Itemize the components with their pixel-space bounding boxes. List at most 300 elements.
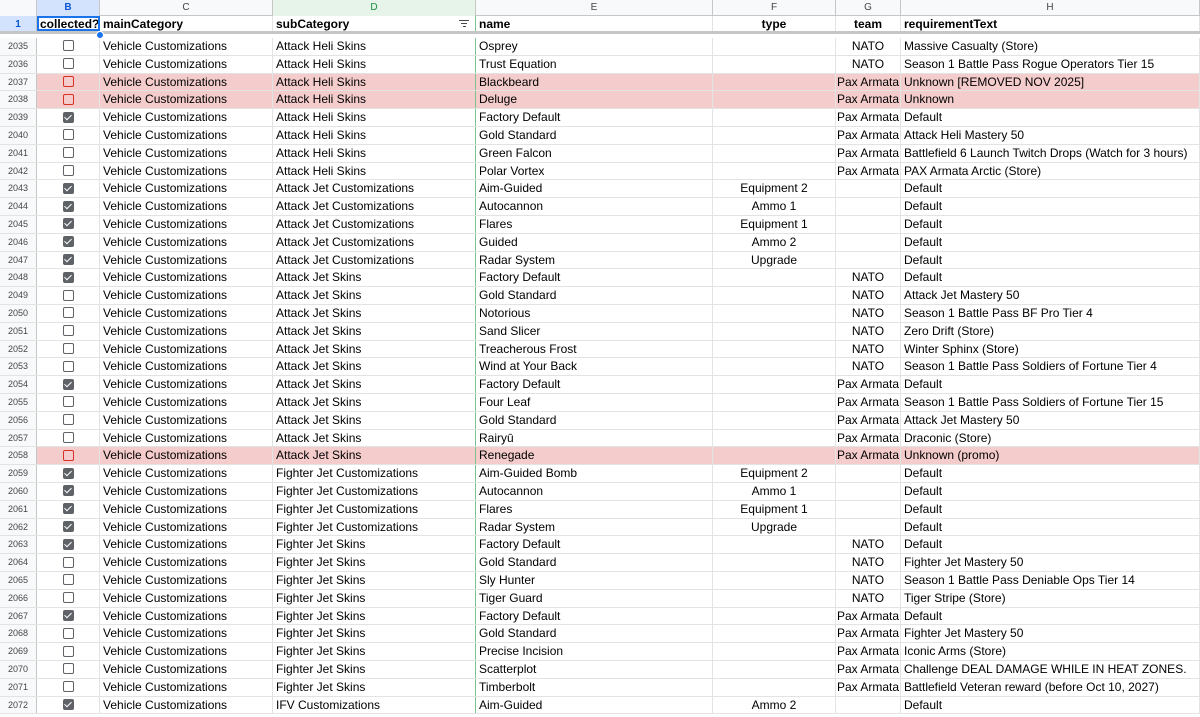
cell-sub-category[interactable]: Attack Jet Skins — [273, 269, 476, 286]
cell-team[interactable]: Pax Armata — [836, 679, 900, 694]
cell-type[interactable] — [713, 145, 836, 162]
cell-team[interactable]: NATO — [836, 56, 901, 73]
cell-type[interactable] — [713, 305, 836, 322]
cell-requirement-text[interactable]: Attack Heli Mastery 50 — [901, 127, 1200, 144]
row-number[interactable]: 2071 — [0, 679, 37, 696]
cell-name[interactable]: Sand Slicer — [476, 323, 713, 340]
row-number[interactable]: 2063 — [0, 536, 37, 553]
cell-type[interactable]: Equipment 2 — [713, 465, 836, 482]
collected-checkbox[interactable] — [63, 646, 74, 657]
cell-team[interactable]: Pax Armata — [836, 644, 900, 659]
row-number[interactable]: 2054 — [0, 376, 37, 393]
cell-team[interactable] — [836, 519, 901, 536]
cell-sub-category[interactable]: Attack Jet Skins — [273, 447, 476, 464]
cell-requirement-text[interactable]: Default — [901, 376, 1200, 393]
cell-sub-category[interactable]: Attack Heli Skins — [273, 74, 476, 91]
cell-main-category[interactable]: Vehicle Customizations — [100, 91, 273, 108]
header-team[interactable]: team — [836, 16, 901, 31]
collected-checkbox[interactable] — [63, 450, 74, 461]
collected-checkbox[interactable] — [63, 58, 74, 69]
collected-checkbox[interactable] — [63, 272, 74, 283]
cell-main-category[interactable]: Vehicle Customizations — [100, 109, 273, 126]
cell-team[interactable] — [836, 697, 901, 714]
cell-main-category[interactable]: Vehicle Customizations — [100, 661, 273, 678]
cell-requirement-text[interactable]: Default — [901, 109, 1200, 126]
cell-name[interactable]: Aim-Guided — [476, 180, 713, 197]
cell-main-category[interactable]: Vehicle Customizations — [100, 412, 273, 429]
collected-checkbox[interactable] — [63, 592, 74, 603]
cell-name[interactable]: Treacherous Frost — [476, 341, 713, 358]
cell-type[interactable] — [713, 38, 836, 55]
cell-main-category[interactable]: Vehicle Customizations — [100, 323, 273, 340]
cell-requirement-text[interactable]: Default — [901, 198, 1200, 215]
cell-team[interactable]: NATO — [836, 38, 901, 55]
cell-main-category[interactable]: Vehicle Customizations — [100, 74, 273, 91]
row-number[interactable]: 2050 — [0, 305, 37, 322]
cell-name[interactable]: Flares — [476, 501, 713, 518]
cell-type[interactable] — [713, 163, 836, 180]
cell-type[interactable]: Equipment 2 — [713, 180, 836, 197]
collected-checkbox[interactable] — [63, 129, 74, 140]
cell-name[interactable]: Guided — [476, 234, 713, 251]
cell-type[interactable] — [713, 341, 836, 358]
cell-sub-category[interactable]: Fighter Jet Customizations — [273, 483, 476, 500]
cell-requirement-text[interactable]: Season 1 Battle Pass Deniable Ops Tier 14 — [901, 572, 1200, 589]
cell-type[interactable]: Equipment 1 — [713, 216, 836, 233]
row-number[interactable]: 2048 — [0, 269, 37, 286]
cell-team[interactable]: Pax Armata — [836, 128, 900, 142]
row-number[interactable]: 2069 — [0, 643, 37, 660]
row-number[interactable]: 2041 — [0, 145, 37, 162]
cell-name[interactable]: Renegade — [476, 447, 713, 464]
row-number[interactable]: 2064 — [0, 554, 37, 571]
collected-checkbox[interactable] — [63, 343, 74, 354]
cell-requirement-text[interactable]: Attack Jet Mastery 50 — [901, 287, 1200, 304]
row-number[interactable]: 2044 — [0, 198, 37, 215]
cell-requirement-text[interactable]: Season 1 Battle Pass Soldiers of Fortune Tier 15 — [901, 394, 1200, 411]
cell-requirement-text[interactable]: Default — [901, 536, 1200, 553]
cell-team[interactable]: NATO — [836, 572, 901, 589]
cell-main-category[interactable]: Vehicle Customizations — [100, 572, 273, 589]
cell-requirement-text[interactable]: Default — [901, 697, 1200, 714]
cell-team[interactable]: NATO — [836, 305, 901, 322]
cell-main-category[interactable]: Vehicle Customizations — [100, 252, 273, 269]
cell-sub-category[interactable]: Attack Jet Skins — [273, 287, 476, 304]
cell-sub-category[interactable]: IFV Customizations — [273, 697, 476, 714]
cell-requirement-text[interactable]: Fighter Jet Mastery 50 — [901, 554, 1200, 571]
cell-type[interactable] — [713, 643, 836, 660]
cell-main-category[interactable]: Vehicle Customizations — [100, 483, 273, 500]
collected-checkbox[interactable] — [63, 414, 74, 425]
cell-sub-category[interactable]: Attack Heli Skins — [273, 127, 476, 144]
row-number[interactable]: 2068 — [0, 625, 37, 642]
cell-sub-category[interactable]: Fighter Jet Skins — [273, 536, 476, 553]
cell-requirement-text[interactable]: Fighter Jet Mastery 50 — [901, 625, 1200, 642]
collected-checkbox[interactable] — [63, 307, 74, 318]
cell-requirement-text[interactable]: Season 1 Battle Pass BF Pro Tier 4 — [901, 305, 1200, 322]
cell-requirement-text[interactable]: Default — [901, 180, 1200, 197]
cell-team[interactable]: Pax Armata — [836, 430, 900, 445]
row-number[interactable]: 2045 — [0, 216, 37, 233]
cell-team[interactable]: NATO — [836, 358, 901, 375]
select-all-corner[interactable] — [0, 0, 37, 16]
cell-requirement-text[interactable]: Default — [901, 216, 1200, 233]
cell-team[interactable] — [836, 180, 901, 197]
row-number[interactable]: 2042 — [0, 163, 37, 180]
cell-team[interactable]: Pax Armata — [836, 110, 900, 125]
cell-requirement-text[interactable]: Battlefield Veteran reward (before Oct 10, 2027) — [901, 679, 1200, 696]
row-number[interactable]: 2052 — [0, 341, 37, 358]
cell-requirement-text[interactable]: Battlefield 6 Launch Twitch Drops (Watch for 3 hours) — [901, 145, 1200, 162]
cell-name[interactable]: Factory Default — [476, 376, 713, 393]
cell-name[interactable]: Aim-Guided Bomb — [476, 465, 713, 482]
cell-team[interactable] — [836, 252, 901, 269]
cell-requirement-text[interactable]: Season 1 Battle Pass Soldiers of Fortune Tier 4 — [901, 358, 1200, 375]
collected-checkbox[interactable] — [63, 147, 74, 158]
cell-sub-category[interactable]: Attack Jet Customizations — [273, 180, 476, 197]
cell-team[interactable]: Pax Armata — [836, 377, 900, 392]
collected-checkbox[interactable] — [63, 218, 74, 229]
cell-name[interactable]: Scatterplot — [476, 661, 713, 678]
cell-sub-category[interactable]: Attack Heli Skins — [273, 38, 476, 55]
cell-requirement-text[interactable]: Season 1 Battle Pass Rogue Operators Tier 15 — [901, 56, 1200, 73]
row-number[interactable]: 2065 — [0, 572, 37, 589]
row-number[interactable]: 2036 — [0, 56, 37, 73]
cell-type[interactable] — [713, 127, 836, 144]
cell-requirement-text[interactable]: Default — [901, 234, 1200, 251]
cell-team[interactable]: NATO — [836, 269, 901, 286]
cell-name[interactable]: Trust Equation — [476, 56, 713, 73]
cell-sub-category[interactable]: Attack Jet Skins — [273, 341, 476, 358]
header-sub-category[interactable] — [273, 16, 476, 31]
cell-type[interactable] — [713, 430, 836, 447]
cell-type[interactable] — [713, 572, 836, 589]
collected-checkbox[interactable] — [63, 112, 74, 123]
cell-name[interactable]: Deluge — [476, 91, 713, 108]
cell-team[interactable]: NATO — [836, 341, 901, 358]
cell-type[interactable]: Upgrade — [713, 519, 836, 536]
cell-sub-category[interactable]: Attack Jet Skins — [273, 430, 476, 447]
cell-team[interactable]: Pax Armata — [836, 163, 900, 178]
cell-type[interactable] — [713, 590, 836, 607]
cell-sub-category[interactable]: Attack Jet Customizations — [273, 252, 476, 269]
cell-name[interactable]: Gold Standard — [476, 625, 713, 642]
cell-sub-category[interactable]: Attack Jet Customizations — [273, 216, 476, 233]
cell-team[interactable]: NATO — [836, 323, 901, 340]
row-number[interactable]: 2049 — [0, 287, 37, 304]
collected-checkbox[interactable] — [63, 557, 74, 568]
collected-checkbox[interactable] — [63, 485, 74, 496]
cell-type[interactable]: Ammo 1 — [713, 198, 836, 215]
cell-type[interactable]: Ammo 2 — [713, 234, 836, 251]
cell-type[interactable] — [713, 287, 836, 304]
cell-requirement-text[interactable]: Challenge DEAL DAMAGE WHILE IN HEAT ZONES. — [901, 661, 1200, 678]
cell-main-category[interactable]: Vehicle Customizations — [100, 679, 273, 696]
row-number[interactable]: 2061 — [0, 501, 37, 518]
column-header-c[interactable]: C — [100, 0, 273, 16]
cell-main-category[interactable]: Vehicle Customizations — [100, 394, 273, 411]
cell-type[interactable]: Ammo 1 — [713, 483, 836, 500]
collected-checkbox[interactable] — [63, 610, 74, 621]
row-number[interactable]: 2067 — [0, 608, 37, 625]
cell-name[interactable]: Factory Default — [476, 269, 713, 286]
column-header-d[interactable]: D — [273, 0, 476, 16]
row-number[interactable]: 2055 — [0, 394, 37, 411]
cell-sub-category[interactable]: Fighter Jet Skins — [273, 679, 476, 696]
cell-main-category[interactable]: Vehicle Customizations — [100, 287, 273, 304]
collected-checkbox[interactable] — [63, 539, 74, 550]
collected-checkbox[interactable] — [63, 290, 74, 301]
collected-checkbox[interactable] — [63, 521, 74, 532]
cell-name[interactable]: Flares — [476, 216, 713, 233]
cell-team[interactable] — [836, 483, 901, 500]
cell-requirement-text[interactable]: Massive Casualty (Store) — [901, 38, 1200, 55]
cell-requirement-text[interactable]: Unknown — [901, 91, 1200, 108]
collected-checkbox[interactable] — [63, 663, 74, 674]
cell-name[interactable]: Gold Standard — [476, 287, 713, 304]
cell-team[interactable]: Pax Armata — [836, 92, 900, 107]
cell-sub-category[interactable]: Fighter Jet Skins — [273, 590, 476, 607]
cell-sub-category[interactable]: Attack Jet Skins — [273, 358, 476, 375]
cell-type[interactable] — [713, 536, 836, 553]
collected-checkbox[interactable] — [63, 165, 74, 176]
cell-main-category[interactable]: Vehicle Customizations — [100, 501, 273, 518]
collected-checkbox[interactable] — [63, 628, 74, 639]
cell-sub-category[interactable]: Attack Heli Skins — [273, 163, 476, 180]
cell-team[interactable]: Pax Armata — [836, 626, 900, 641]
row-number[interactable]: 2035 — [0, 38, 37, 55]
cell-name[interactable]: Aim-Guided — [476, 697, 713, 714]
column-header-g[interactable]: G — [836, 0, 901, 16]
cell-sub-category[interactable]: Attack Jet Skins — [273, 412, 476, 429]
cell-name[interactable]: Gold Standard — [476, 127, 713, 144]
cell-type[interactable] — [713, 74, 836, 91]
cell-sub-category[interactable]: Attack Heli Skins — [273, 145, 476, 162]
cell-name[interactable]: Autocannon — [476, 483, 713, 500]
row-number[interactable]: 2038 — [0, 91, 37, 108]
cell-requirement-text[interactable]: Default — [901, 465, 1200, 482]
row-number[interactable]: 2072 — [0, 697, 37, 714]
cell-sub-category[interactable]: Fighter Jet Customizations — [273, 465, 476, 482]
cell-sub-category[interactable]: Fighter Jet Skins — [273, 661, 476, 678]
cell-type[interactable] — [713, 679, 836, 696]
cell-main-category[interactable]: Vehicle Customizations — [100, 697, 273, 714]
cell-main-category[interactable]: Vehicle Customizations — [100, 145, 273, 162]
cell-main-category[interactable]: Vehicle Customizations — [100, 465, 273, 482]
collected-checkbox[interactable] — [63, 361, 74, 372]
row-number[interactable]: 1 — [0, 16, 37, 31]
collected-checkbox[interactable] — [63, 40, 74, 51]
cell-requirement-text[interactable]: Default — [901, 269, 1200, 286]
cell-main-category[interactable]: Vehicle Customizations — [100, 180, 273, 197]
row-number[interactable]: 2047 — [0, 252, 37, 269]
cell-sub-category[interactable]: Attack Jet Skins — [273, 376, 476, 393]
collected-checkbox[interactable] — [63, 432, 74, 443]
cell-requirement-text[interactable]: Unknown [REMOVED NOV 2025] — [901, 74, 1200, 91]
row-number[interactable]: 2062 — [0, 519, 37, 536]
cell-sub-category[interactable]: Attack Jet Skins — [273, 394, 476, 411]
cell-requirement-text[interactable]: Unknown (promo) — [901, 447, 1200, 464]
cell-name[interactable]: Factory Default — [476, 109, 713, 126]
cell-name[interactable]: Gold Standard — [476, 554, 713, 571]
collected-checkbox[interactable] — [63, 325, 74, 336]
row-number[interactable]: 2060 — [0, 483, 37, 500]
cell-main-category[interactable]: Vehicle Customizations — [100, 341, 273, 358]
cell-name[interactable]: Factory Default — [476, 608, 713, 625]
cell-sub-category[interactable]: Fighter Jet Skins — [273, 554, 476, 571]
cell-name[interactable]: Radar System — [476, 252, 713, 269]
cell-type[interactable] — [713, 56, 836, 73]
cell-type[interactable] — [713, 661, 836, 678]
cell-main-category[interactable]: Vehicle Customizations — [100, 536, 273, 553]
cell-type[interactable] — [713, 376, 836, 393]
filter-icon[interactable] — [459, 20, 469, 28]
cell-type[interactable] — [713, 625, 836, 642]
cell-team[interactable]: NATO — [836, 536, 901, 553]
cell-main-category[interactable]: Vehicle Customizations — [100, 447, 273, 464]
cell-requirement-text[interactable]: Default — [901, 608, 1200, 625]
cell-sub-category[interactable]: Fighter Jet Skins — [273, 572, 476, 589]
collected-checkbox[interactable] — [63, 468, 74, 479]
header-main-category[interactable]: mainCategory — [100, 16, 273, 31]
cell-main-category[interactable]: Vehicle Customizations — [100, 163, 273, 180]
cell-name[interactable]: Polar Vortex — [476, 163, 713, 180]
cell-requirement-text[interactable]: Iconic Arms (Store) — [901, 643, 1200, 660]
cell-name[interactable]: Autocannon — [476, 198, 713, 215]
cell-name[interactable]: Rairyū — [476, 430, 713, 447]
cell-name[interactable]: Tiger Guard — [476, 590, 713, 607]
cell-sub-category[interactable]: Attack Jet Customizations — [273, 198, 476, 215]
column-header-b[interactable]: B — [37, 0, 100, 16]
cell-sub-category[interactable]: Fighter Jet Skins — [273, 643, 476, 660]
cell-name[interactable]: Sly Hunter — [476, 572, 713, 589]
collected-checkbox[interactable] — [63, 94, 74, 105]
cell-name[interactable]: Radar System — [476, 519, 713, 536]
cell-sub-category[interactable]: Fighter Jet Skins — [273, 608, 476, 625]
row-number[interactable]: 2057 — [0, 430, 37, 447]
cell-sub-category[interactable]: Attack Jet Skins — [273, 305, 476, 322]
cell-type[interactable]: Equipment 1 — [713, 501, 836, 518]
cell-main-category[interactable]: Vehicle Customizations — [100, 554, 273, 571]
header-name[interactable]: name — [476, 16, 713, 31]
row-number[interactable]: 2058 — [0, 447, 37, 464]
cell-requirement-text[interactable]: Zero Drift (Store) — [901, 323, 1200, 340]
cell-main-category[interactable]: Vehicle Customizations — [100, 376, 273, 393]
row-number[interactable]: 2043 — [0, 180, 37, 197]
cell-team[interactable] — [836, 198, 901, 215]
cell-main-category[interactable]: Vehicle Customizations — [100, 305, 273, 322]
header-requirement-text[interactable]: requirementText — [901, 16, 1200, 31]
cell-requirement-text[interactable]: Default — [901, 483, 1200, 500]
collected-checkbox[interactable] — [63, 503, 74, 514]
row-number[interactable]: 2046 — [0, 234, 37, 251]
collected-checkbox[interactable] — [63, 183, 74, 194]
row-number[interactable]: 2037 — [0, 74, 37, 91]
cell-team[interactable] — [836, 465, 901, 482]
cell-team[interactable]: Pax Armata — [836, 145, 900, 160]
cell-main-category[interactable]: Vehicle Customizations — [100, 358, 273, 375]
cell-name[interactable]: Timberbolt — [476, 679, 713, 696]
cell-team[interactable] — [836, 501, 901, 518]
cell-team[interactable] — [836, 216, 901, 233]
cell-requirement-text[interactable]: Attack Jet Mastery 50 — [901, 412, 1200, 429]
cell-main-category[interactable]: Vehicle Customizations — [100, 608, 273, 625]
cell-team[interactable]: Pax Armata — [836, 662, 900, 676]
cell-team[interactable]: NATO — [836, 554, 901, 571]
cell-sub-category[interactable]: Attack Heli Skins — [273, 91, 476, 108]
cell-main-category[interactable]: Vehicle Customizations — [100, 519, 273, 536]
row-number[interactable]: 2053 — [0, 358, 37, 375]
collected-checkbox[interactable] — [63, 201, 74, 212]
row-number[interactable]: 2051 — [0, 323, 37, 340]
cell-team[interactable]: NATO — [836, 287, 901, 304]
cell-main-category[interactable]: Vehicle Customizations — [100, 216, 273, 233]
row-number[interactable]: 2066 — [0, 590, 37, 607]
cell-name[interactable]: Wind at Your Back — [476, 358, 713, 375]
cell-name[interactable]: Factory Default — [476, 536, 713, 553]
cell-main-category[interactable]: Vehicle Customizations — [100, 269, 273, 286]
header-collected[interactable]: collected? — [37, 16, 100, 31]
cell-type[interactable] — [713, 358, 836, 375]
cell-type[interactable]: Upgrade — [713, 252, 836, 269]
cell-requirement-text[interactable]: Winter Sphinx (Store) — [901, 341, 1200, 358]
cell-name[interactable]: Precise Incision — [476, 643, 713, 660]
header-type[interactable]: type — [713, 16, 836, 31]
cell-name[interactable]: Gold Standard — [476, 412, 713, 429]
collected-checkbox[interactable] — [63, 681, 74, 692]
cell-sub-category[interactable]: Attack Jet Skins — [273, 323, 476, 340]
cell-main-category[interactable]: Vehicle Customizations — [100, 430, 273, 447]
cell-type[interactable] — [713, 608, 836, 625]
row-number[interactable]: 2040 — [0, 127, 37, 144]
collected-checkbox[interactable] — [63, 254, 74, 265]
cell-name[interactable]: Green Falcon — [476, 145, 713, 162]
cell-name[interactable]: Four Leaf — [476, 394, 713, 411]
cell-requirement-text[interactable]: PAX Armata Arctic (Store) — [901, 163, 1200, 180]
column-header-h[interactable]: H — [901, 0, 1200, 16]
cell-sub-category[interactable]: Attack Jet Customizations — [273, 234, 476, 251]
cell-main-category[interactable]: Vehicle Customizations — [100, 625, 273, 642]
cell-main-category[interactable]: Vehicle Customizations — [100, 56, 273, 73]
row-number[interactable]: 2059 — [0, 465, 37, 482]
row-number[interactable]: 2039 — [0, 109, 37, 126]
cell-requirement-text[interactable]: Default — [901, 252, 1200, 269]
cell-sub-category[interactable]: Attack Heli Skins — [273, 56, 476, 73]
cell-sub-category[interactable]: Attack Heli Skins — [273, 109, 476, 126]
cell-type[interactable]: Ammo 2 — [713, 697, 836, 714]
cell-requirement-text[interactable]: Default — [901, 519, 1200, 536]
cell-main-category[interactable]: Vehicle Customizations — [100, 643, 273, 660]
cell-type[interactable] — [713, 323, 836, 340]
cell-type[interactable] — [713, 412, 836, 429]
cell-team[interactable]: NATO — [836, 590, 901, 607]
cell-main-category[interactable]: Vehicle Customizations — [100, 234, 273, 251]
cell-type[interactable] — [713, 109, 836, 126]
cell-sub-category[interactable]: Fighter Jet Skins — [273, 625, 476, 642]
collected-checkbox[interactable] — [63, 574, 74, 585]
collected-checkbox[interactable] — [63, 76, 74, 87]
cell-requirement-text[interactable]: Draconic (Store) — [901, 430, 1200, 447]
cell-name[interactable]: Notorious — [476, 305, 713, 322]
cell-main-category[interactable]: Vehicle Customizations — [100, 198, 273, 215]
collected-checkbox[interactable] — [63, 379, 74, 390]
row-number[interactable]: 2070 — [0, 661, 37, 678]
cell-team[interactable]: Pax Armata — [836, 395, 900, 409]
cell-team[interactable]: Pax Armata — [836, 412, 900, 427]
cell-team[interactable]: Pax Armata — [836, 448, 900, 463]
column-header-e[interactable]: E — [476, 0, 713, 16]
collected-checkbox[interactable] — [63, 396, 74, 407]
